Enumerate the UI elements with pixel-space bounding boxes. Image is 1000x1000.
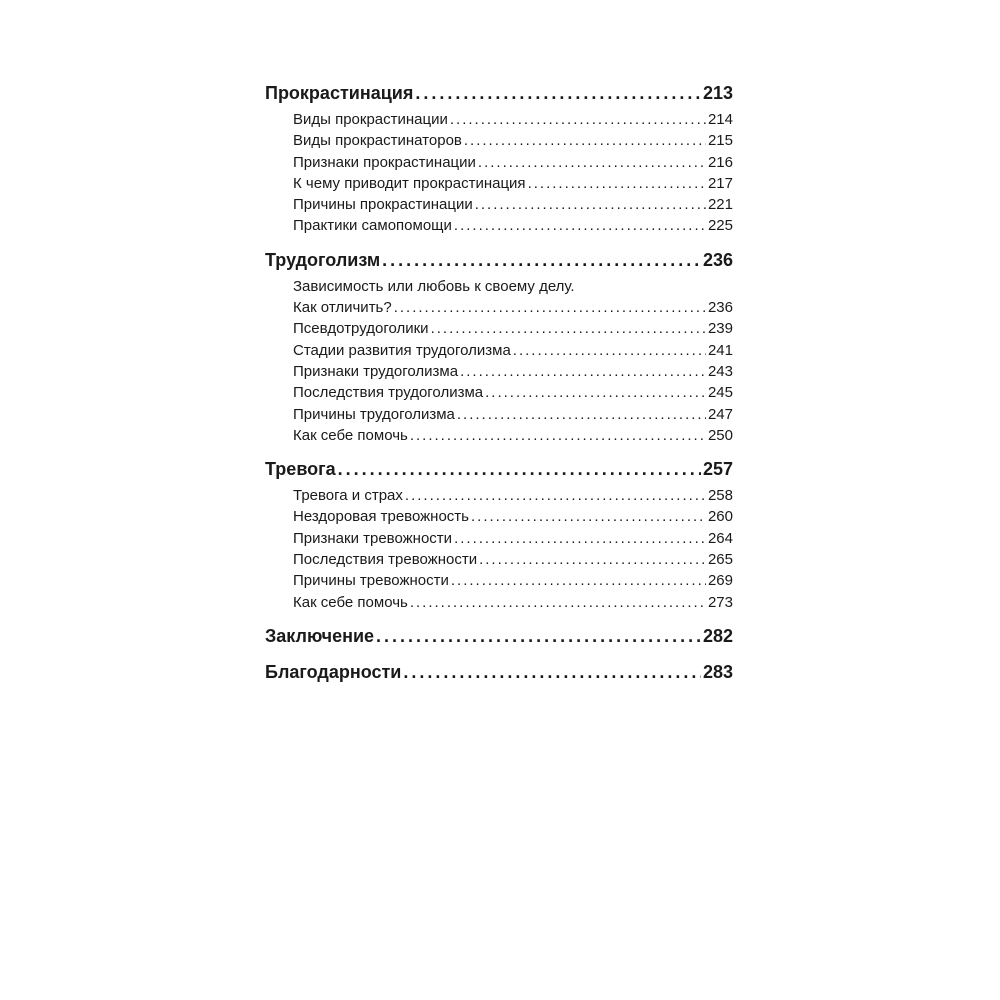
dot-leader (528, 173, 706, 194)
toc-item[interactable] (293, 340, 733, 361)
toc-item[interactable] (293, 485, 733, 506)
item-title: К чему приводит прокрастинация (293, 174, 526, 192)
toc-item[interactable] (293, 297, 733, 318)
toc-item[interactable] (293, 361, 733, 382)
toc-item[interactable] (293, 173, 733, 194)
item-title: Псевдотрудоголики (293, 320, 429, 338)
dot-leader (451, 570, 706, 591)
chapter-page-number: 282 (702, 625, 733, 646)
dot-leader (454, 528, 706, 549)
item-page-number: 216 (707, 153, 733, 171)
item-page-number: 217 (707, 174, 733, 192)
toc-item[interactable] (293, 109, 733, 130)
dot-leader (464, 130, 706, 151)
dot-leader (475, 194, 706, 215)
table-of-contents (265, 80, 733, 695)
toc-item[interactable] (293, 194, 733, 215)
dot-leader (338, 456, 701, 482)
toc-chapter[interactable] (265, 659, 733, 685)
dot-leader (376, 623, 701, 649)
toc-chapter[interactable] (265, 80, 733, 106)
toc-item[interactable] (293, 425, 733, 446)
dot-leader (431, 318, 706, 339)
item-preface-text: Зависимость или любовь к своему делу. (293, 277, 575, 295)
item-page-number: 264 (707, 529, 733, 547)
dot-leader (471, 506, 706, 527)
item-page-number: 265 (707, 551, 733, 569)
toc-item[interactable] (293, 506, 733, 527)
toc-items (265, 485, 733, 613)
chapter-title: Прокрастинация (265, 83, 414, 103)
toc-item[interactable] (293, 215, 733, 236)
toc-section-conclusion (265, 623, 733, 649)
dot-leader (410, 425, 706, 446)
toc-chapter[interactable] (265, 623, 733, 649)
toc-item[interactable] (293, 549, 733, 570)
chapter-page-number: 236 (702, 249, 733, 270)
item-title: Причины прокрастинации (293, 196, 473, 214)
chapter-page-number: 283 (702, 661, 733, 682)
item-title: Как себе помочь (293, 593, 408, 611)
item-page-number: 241 (707, 341, 733, 359)
item-title: Нездоровая тревожность (293, 508, 469, 526)
dot-leader (450, 109, 706, 130)
toc-section-acknowledgements (265, 659, 733, 685)
item-page-number: 260 (707, 508, 733, 526)
toc-item[interactable] (293, 570, 733, 591)
toc-item[interactable] (293, 152, 733, 173)
dot-leader (479, 549, 706, 570)
toc-chapter[interactable] (265, 247, 733, 273)
dot-leader (382, 247, 701, 273)
item-title: Признаки тревожности (293, 529, 453, 547)
item-page-number: 247 (707, 405, 733, 423)
chapter-title: Благодарности (265, 661, 402, 682)
item-page-number: 225 (707, 217, 733, 235)
dot-leader (457, 404, 706, 425)
item-page-number: 215 (707, 132, 733, 150)
dot-leader (460, 361, 706, 382)
toc-section-procrastination (265, 80, 733, 237)
item-page-number: 214 (707, 111, 733, 128)
item-page-number: 245 (707, 384, 733, 402)
chapter-title: Трудоголизм (265, 249, 381, 270)
chapter-title: Заключение (265, 625, 375, 646)
toc-item[interactable] (293, 404, 733, 425)
item-title: Причины тревожности (293, 572, 449, 590)
item-title: Признаки прокрастинации (293, 153, 476, 171)
chapter-page-number: 257 (702, 459, 733, 480)
item-page-number: 250 (707, 426, 733, 444)
item-title: Последствия тревожности (293, 551, 478, 569)
item-title: Как отличить? (293, 299, 392, 317)
toc-item-preface (293, 276, 733, 297)
toc-chapter[interactable] (265, 456, 733, 482)
item-page-number: 269 (707, 572, 733, 590)
dot-leader (405, 485, 706, 506)
item-title: Причины трудоголизма (293, 405, 455, 423)
toc-section-workaholism (265, 247, 733, 446)
item-page-number: 239 (707, 320, 733, 338)
chapter-page-number: 213 (702, 83, 733, 103)
item-title: Признаки трудоголизма (293, 362, 459, 380)
item-title: Практики самопомощи (293, 217, 452, 235)
item-page-number: 236 (707, 299, 733, 317)
item-title: Стадии развития трудоголизма (293, 341, 511, 359)
chapter-title: Тревога (265, 459, 336, 480)
toc-item[interactable] (293, 318, 733, 339)
item-title: Виды прокрастинации (293, 111, 448, 128)
toc-item[interactable] (293, 528, 733, 549)
item-title: Последствия трудоголизма (293, 384, 484, 402)
dot-leader (403, 659, 701, 685)
dot-leader (513, 340, 706, 361)
dot-leader (454, 215, 706, 236)
dot-leader (410, 592, 706, 613)
toc-items (265, 109, 733, 237)
item-title: Тревога и страх (293, 487, 403, 505)
toc-items (265, 276, 733, 446)
dot-leader (394, 297, 706, 318)
toc-item[interactable] (293, 592, 733, 613)
item-page-number: 258 (707, 487, 733, 505)
item-title: Виды прокрастинаторов (293, 132, 462, 150)
dot-leader (485, 382, 706, 403)
dot-leader (478, 152, 706, 173)
toc-section-anxiety (265, 456, 733, 613)
item-title: Как себе помочь (293, 426, 408, 444)
item-page-number: 243 (707, 362, 733, 380)
item-page-number: 221 (707, 196, 733, 214)
toc-item[interactable] (293, 382, 733, 403)
toc-item[interactable] (293, 130, 733, 151)
item-page-number: 273 (707, 593, 733, 611)
dot-leader (415, 80, 701, 106)
